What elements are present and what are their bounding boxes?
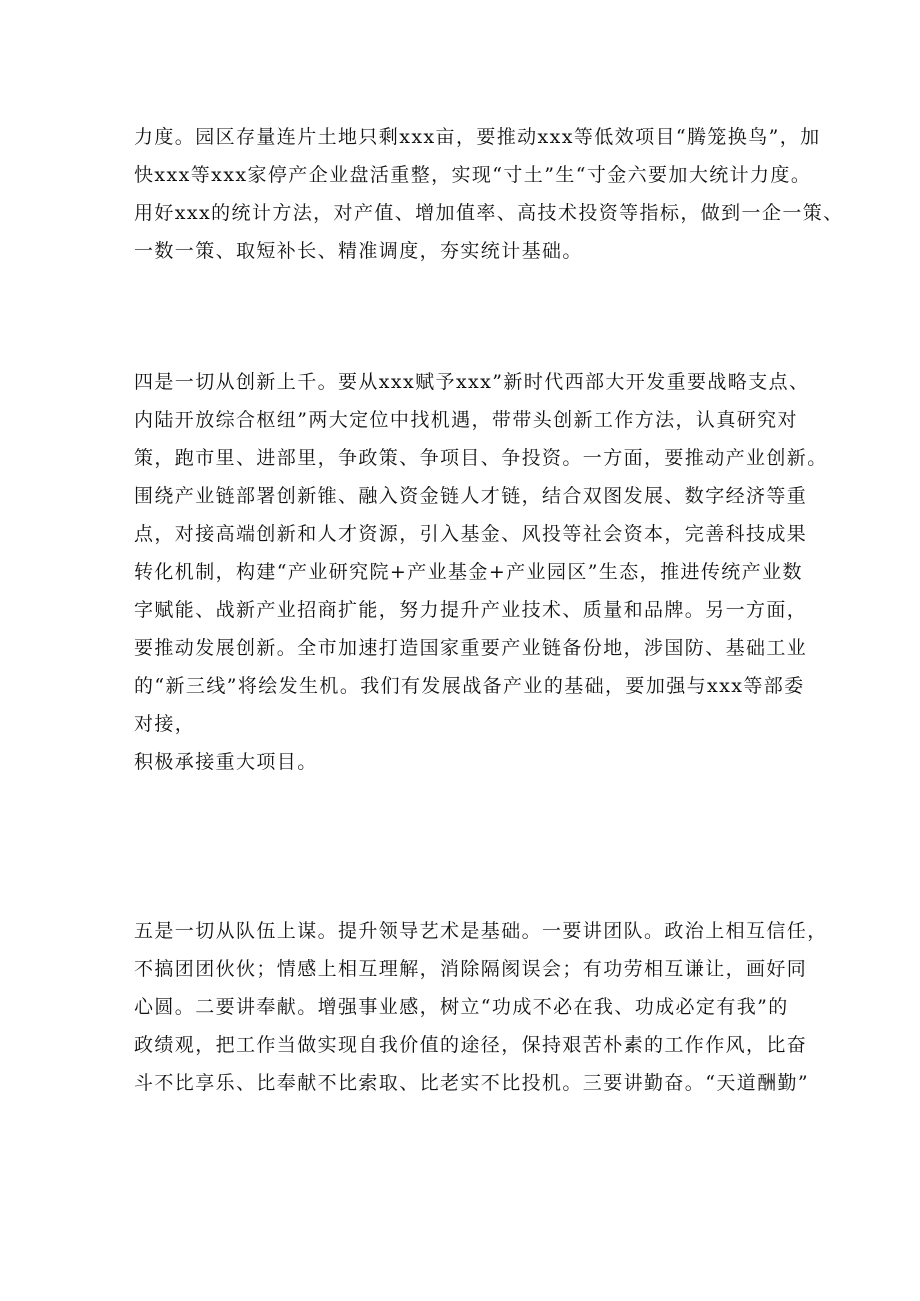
paragraph-2: [134, 363, 828, 781]
text-line: 用好xxx的统计方法，对产值、增加值率、高技术投资等指标，做到一企一策、: [134, 202, 844, 224]
text-line: 斗不比享乐、比奉献不比索取、比老实不比投机。三要讲勤奋。“天道酬勤”: [134, 1072, 810, 1094]
text-line: 一数一策、取短补长、精准调度，夯实统计基础。: [134, 240, 583, 262]
paragraph-3: [134, 912, 828, 1102]
text-line: 策，跑市里、进部里，争政策、争项目、争投资。一方面，要推动产业创新。: [134, 447, 828, 469]
text-line: 点，对接高端创新和人才资源，引入基金、风投等社会资本，完善科技成果: [134, 523, 808, 545]
text-line: 的“新三线”将绘发生机。我们有发展战备产业的基础，要加强与xxx等部委: [134, 675, 805, 697]
text-line: 积极承接重大项目。: [134, 751, 318, 773]
text-line: 力度。园区存量连片土地只剩xxx亩，要推动xxx等低效项目“腾笼换鸟”，加: [134, 126, 821, 148]
text-line: 心圆。二要讲奉献。增强事业感，树立“功成不必在我、功成必定有我”的: [134, 996, 789, 1018]
text-line: 字赋能、战新产业招商扩能，努力提升产业技术、质量和品牌。另一方面，: [134, 599, 808, 621]
text-line: 对接，: [134, 713, 196, 735]
text-line: 要推动发展创新。全市加速打造国家重要产业链备份地，涉国防、基础工业: [134, 637, 808, 659]
paragraph-1: [134, 118, 844, 270]
text-line: 转化机制，构建“产业研究院+产业基金+产业园区”生态，推进传统产业数: [134, 561, 803, 583]
text-line: 围绕产业链部署创新锥、融入资金链人才链，结合双图发展、数字经济等重: [134, 485, 808, 507]
text-line: 政绩观，把工作当做实现自我价值的途径，保持艰苦朴素的工作作风，比奋: [134, 1034, 808, 1056]
text-line: 不搞团团伙伙；情感上相互理解，消除隔阂误会；有功劳相互谦让，画好同: [134, 958, 808, 980]
text-line: 四是一切从创新上千。要从xxx赋予xxx”新时代西部大开发重要战略支点、: [134, 371, 810, 393]
text-line: 内陆开放综合枢纽”两大定位中找机遇，带带头创新工作方法，认真研究对: [134, 409, 798, 431]
text-line: 快xxx等xxx家停产企业盘活重整，实现“寸土”生“寸金六要加大统计力度。: [134, 164, 812, 186]
text-line: 五是一切从队伍上谋。提升领导艺术是基础。一要讲团队。政治上相互信任，: [134, 920, 828, 942]
